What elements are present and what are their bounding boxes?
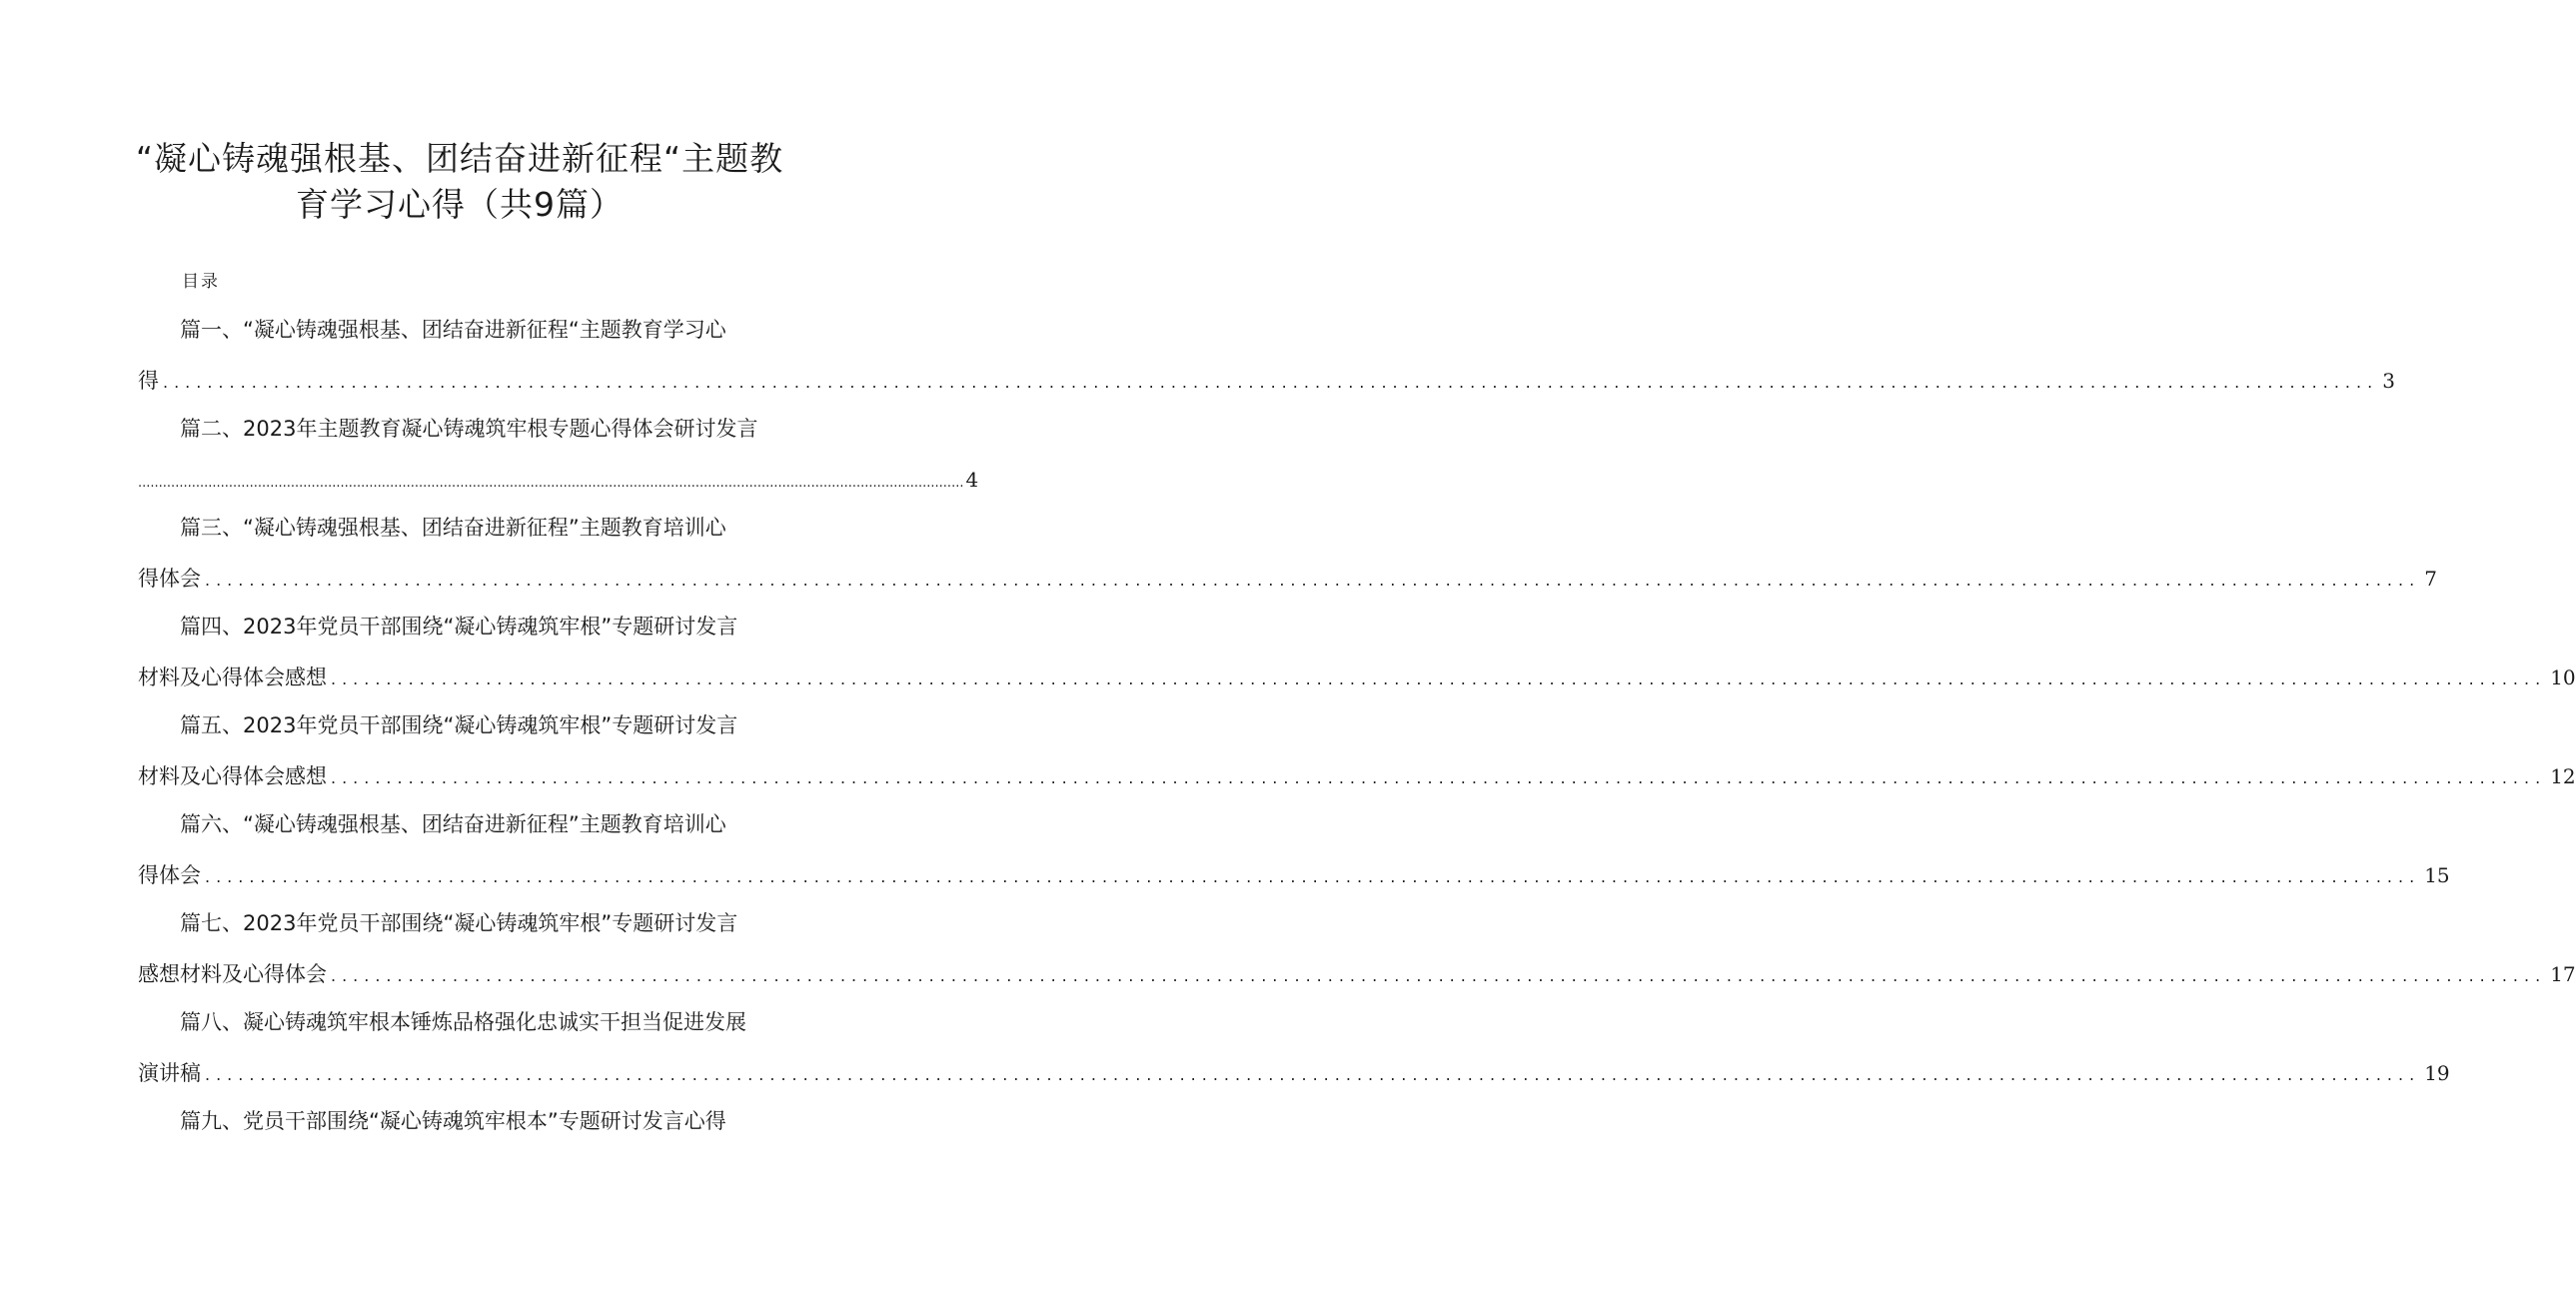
toc-entry[interactable]	[138, 707, 2576, 806]
toc-page-number: 15	[2424, 863, 2450, 887]
dot-leader: ........................................................................................................................................................................................................	[331, 966, 2547, 985]
toc-entry-continuation	[138, 364, 2395, 398]
toc-page-number: 19	[2424, 1061, 2450, 1085]
toc-page-number: 10	[2550, 665, 2576, 689]
toc-entry-title-continued: 得	[138, 369, 159, 393]
toc-entry-continuation	[138, 660, 2576, 694]
toc-heading: 目录	[182, 272, 220, 292]
toc-entry-title-continued: 感想材料及心得体会	[138, 962, 327, 986]
title-line-2: 育学习心得（共9篇）	[296, 185, 624, 224]
dot-leader: ........................................................................................................................................................................................................	[138, 476, 964, 491]
toc-entry[interactable]	[138, 1004, 2450, 1103]
dot-leader: ........................................................................................................................................................................................................	[163, 373, 2379, 392]
toc-entry-title-continued: 材料及心得体会感想	[138, 665, 327, 689]
toc-entry[interactable]	[138, 905, 2576, 1004]
toc-entry-title: 篇三、“凝心铸魂强根基、团结奋进新征程”主题教育培训心	[180, 516, 726, 540]
toc-entry-title: 篇六、“凝心铸魂强根基、团结奋进新征程”主题教育培训心	[180, 812, 726, 836]
toc-entry-continuation	[138, 957, 2576, 991]
toc-page-number: 17	[2550, 962, 2576, 986]
document-title	[120, 136, 799, 228]
dot-leader: ........................................................................................................................................................................................................	[331, 768, 2547, 787]
toc-entry-title: 篇四、2023年党员干部围绕“凝心铸魂筑牢根”专题研讨发言	[180, 615, 738, 639]
toc-entry-continuation	[138, 858, 2450, 892]
table-of-contents	[138, 312, 2576, 1202]
dot-leader: ........................................................................................................................................................................................................	[205, 571, 2421, 590]
toc-entry-title: 篇一、“凝心铸魂强根基、团结奋进新征程“主题教育学习心	[180, 318, 726, 342]
toc-entry[interactable]	[138, 806, 2450, 905]
toc-entry-title-continued: 演讲稿	[138, 1061, 201, 1085]
toc-entry-continuation	[138, 759, 2576, 793]
title-line-1: “凝心铸魂强根基、团结奋进新征程“主题教	[135, 139, 784, 178]
dot-leader: ........................................................................................................................................................................................................	[205, 1065, 2421, 1084]
toc-entry-continuation	[138, 562, 2437, 596]
toc-entry-title-continued: 得体会	[138, 567, 201, 591]
toc-entry-title: 篇七、2023年党员干部围绕“凝心铸魂筑牢根”专题研讨发言	[180, 911, 738, 935]
toc-page-number: 4	[965, 468, 979, 492]
toc-page-number: 7	[2424, 567, 2437, 591]
dot-leader: ........................................................................................................................................................................................................	[331, 669, 2547, 688]
toc-entry[interactable]	[138, 609, 2576, 707]
toc-page-number: 3	[2382, 369, 2395, 393]
toc-entry-continuation	[138, 1056, 2450, 1090]
toc-entry-title-continued: 材料及心得体会感想	[138, 764, 327, 788]
dot-leader: ........................................................................................................................................................................................................	[205, 867, 2421, 886]
toc-entry-title: 篇二、2023年主题教育凝心铸魂筑牢根专题心得体会研讨发言	[180, 417, 758, 441]
toc-entry-title: 篇九、党员干部围绕“凝心铸魂筑牢根本”专题研讨发言心得	[180, 1109, 726, 1133]
toc-entry-title-continued: 得体会	[138, 863, 201, 887]
toc-page-number: 12	[2550, 764, 2576, 788]
toc-entry[interactable]	[138, 1103, 769, 1202]
toc-entry[interactable]	[138, 312, 2395, 411]
toc-entry[interactable]	[138, 510, 2437, 609]
toc-entry-title: 篇五、2023年党员干部围绕“凝心铸魂筑牢根”专题研讨发言	[180, 713, 738, 737]
toc-entry-title: 篇八、凝心铸魂筑牢根本锤炼品格强化忠诚实干担当促进发展	[180, 1010, 746, 1034]
toc-entry-continuation	[138, 463, 979, 497]
toc-entry[interactable]	[138, 411, 979, 510]
